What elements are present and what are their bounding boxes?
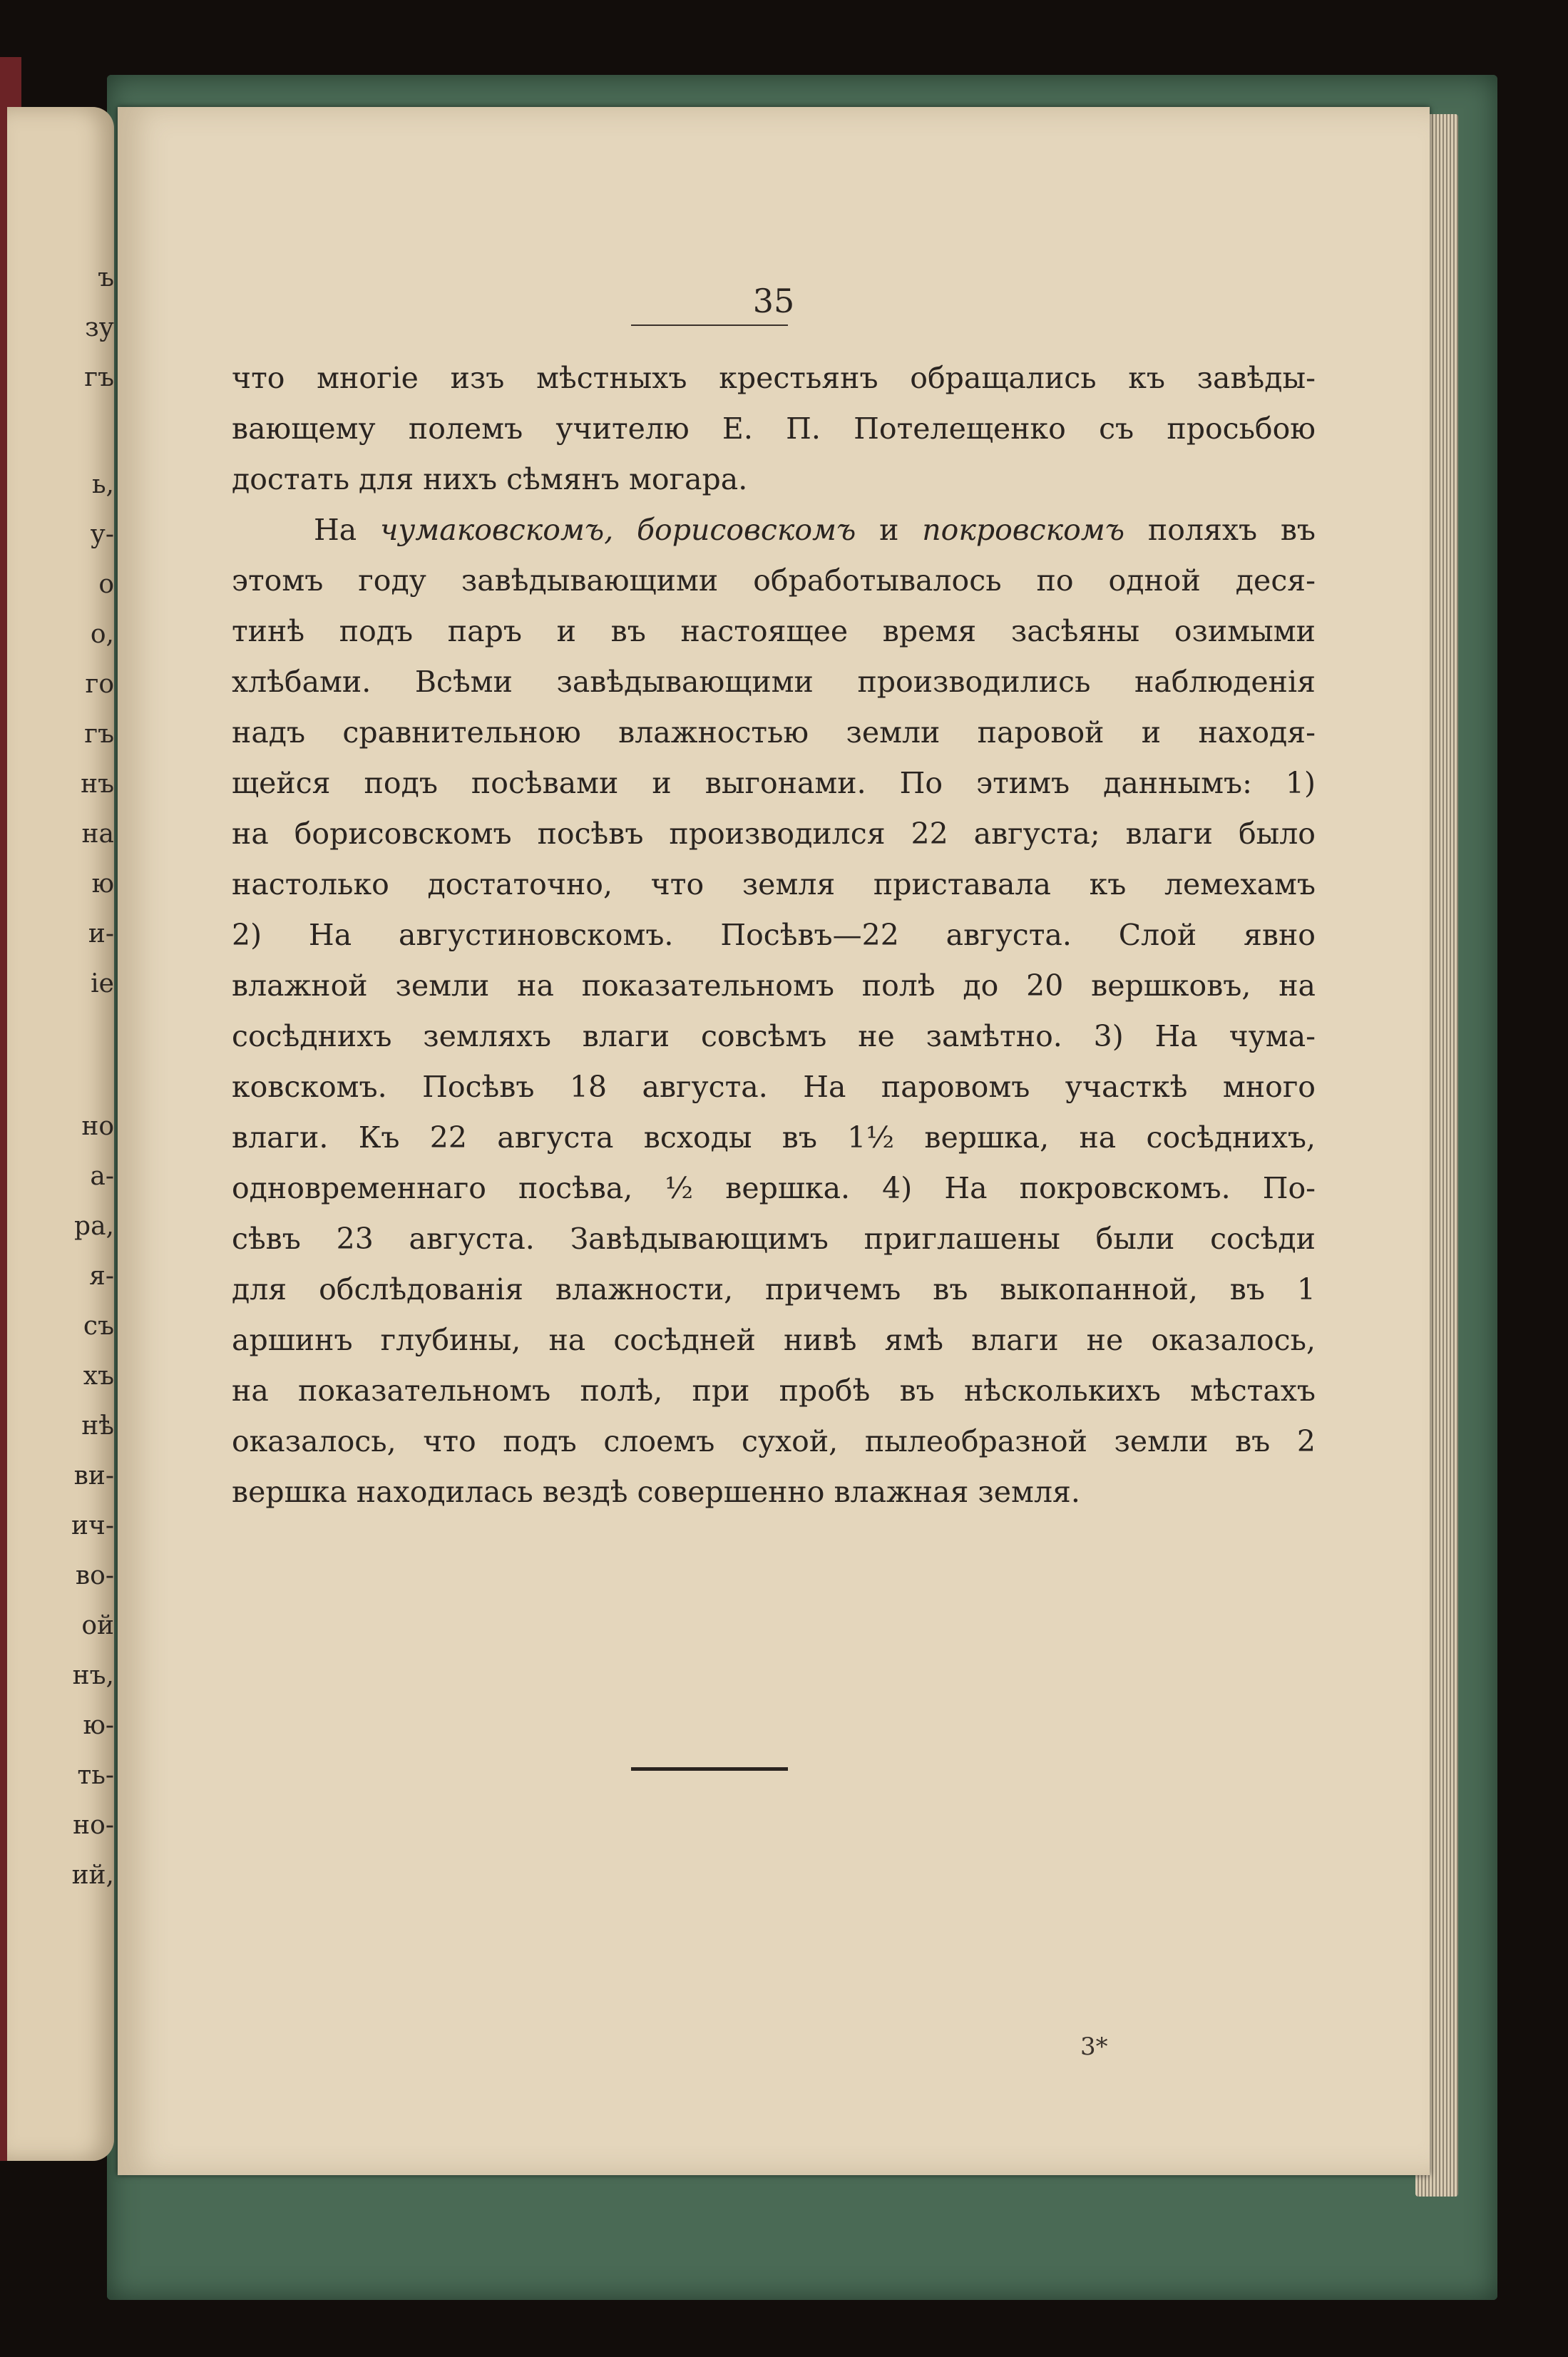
left-page-fragment: и-	[88, 919, 114, 949]
text-line: щейся подъ посѣвами и выгонами. По этимъ даннымъ: 1)	[232, 766, 1316, 800]
left-page-fragment: ра,	[74, 1212, 114, 1241]
left-page-fragment: во-	[75, 1561, 114, 1590]
text-line: ковскомъ. Посѣвъ 18 августа. На паровомъ участкѣ много	[232, 1070, 1316, 1104]
left-page-fragment: но	[81, 1112, 114, 1141]
left-page-fragment: съ	[83, 1312, 114, 1341]
left-page-fragment: гъ	[84, 720, 114, 749]
left-page-fragment: нъ	[81, 770, 114, 799]
left-page-fragment: ь,	[91, 470, 114, 499]
left-page-fragment: я-	[89, 1262, 114, 1291]
page-number: 35	[752, 282, 795, 320]
left-page-fragment: но-	[73, 1811, 114, 1840]
text-line: сѣвъ 23 августа. Завѣдывающимъ приглашены были сосѣди	[232, 1222, 1316, 1256]
left-page-fragment: а-	[90, 1162, 114, 1191]
left-page-fragment: iе	[91, 969, 114, 998]
left-page-fragment: о,	[90, 620, 114, 649]
left-page-fragment: ю	[91, 869, 114, 899]
left-page-fragment: ий,	[71, 1861, 114, 1890]
text-line: аршинъ глубины, на сосѣдней нивѣ ямѣ влаги не оказалось,	[232, 1323, 1316, 1357]
left-page	[7, 107, 114, 2161]
text-line: этомъ году завѣдывающими обработывалось по одной деся-	[232, 563, 1316, 598]
main-page	[118, 107, 1430, 2175]
text-line: хлѣбами. Всѣми завѣдывающими производились наблюденiя	[232, 665, 1316, 699]
text-line: влаги. Къ 22 августа всходы въ 1½ вершка, на сосѣднихъ,	[232, 1120, 1316, 1155]
left-page-fragment: ви-	[73, 1461, 114, 1491]
text-line	[232, 505, 1316, 556]
paragraph-2	[232, 505, 1316, 1518]
left-page-fragment: хъ	[83, 1361, 114, 1391]
text-line: 2) На августиновскомъ. Посѣвъ—22 августа. Слой явно	[232, 918, 1316, 952]
text-line: оказалось, что подъ слоемъ сухой, пылеобразной земли въ 2	[232, 1424, 1316, 1458]
header-rule	[631, 324, 788, 326]
page-body	[232, 353, 1316, 1518]
text-line: для обслѣдованiя влажности, причемъ въ выкопанной, въ 1	[232, 1272, 1316, 1307]
text-run: и	[856, 513, 923, 547]
left-page-fragment: ой	[81, 1611, 114, 1640]
left-page-fragment: нъ,	[72, 1661, 114, 1690]
left-page-fragment: ть-	[77, 1761, 114, 1790]
left-page-fragment: ич-	[71, 1511, 114, 1540]
left-page-fragment: нѣ	[81, 1411, 114, 1441]
text-run: поляхъ въ	[1124, 513, 1316, 547]
left-page-fragment: ъ	[98, 263, 114, 292]
left-page-fragment: зу	[85, 313, 114, 342]
text-line: вершка находилась вездѣ совершенно влажная земля.	[232, 1475, 1080, 1509]
italic-run: чумаковскомъ, борисовскомъ	[380, 513, 856, 547]
left-page-fragment: го	[85, 670, 114, 699]
text-line: что многie изъ мѣстныхъ крестьянъ обращались къ завѣды-	[232, 361, 1316, 395]
text-run: На	[314, 513, 380, 547]
left-page-fragment: о	[98, 570, 114, 599]
text-line: влажной земли на показательномъ полѣ до 20 вершковъ, на	[232, 968, 1316, 1003]
end-rule	[631, 1767, 788, 1771]
text-line: одновременнаго посѣва, ½ вершка. 4) На покровскомъ. По-	[232, 1171, 1316, 1205]
text-line: достать для нихъ сѣмянъ могара.	[232, 462, 748, 496]
text-line: надъ сравнительною влажностью земли паровой и находя-	[232, 715, 1316, 750]
signature-mark: 3*	[1080, 2033, 1108, 2061]
text-line: на борисовскомъ посѣвъ производился 22 августа; влаги было	[232, 817, 1316, 851]
left-page-fragment: гъ	[84, 363, 114, 392]
text-line: настолько достаточно, что земля приставала къ лемехамъ	[232, 867, 1316, 901]
text-line: тинѣ подъ паръ и въ настоящее время засѣяны озимыми	[232, 614, 1316, 648]
left-page-fragment: у-	[90, 520, 114, 549]
paragraph-1	[232, 353, 1316, 505]
left-page-fragment: ю-	[83, 1711, 114, 1740]
italic-run: покровскомъ	[922, 513, 1125, 547]
text-line: вающему полемъ учителю Е. П. Потелещенко съ просьбою	[232, 411, 1316, 446]
text-line: сосѣднихъ земляхъ влаги совсѣмъ не замѣтно. 3) На чума-	[232, 1019, 1316, 1053]
left-page-fragment: на	[81, 819, 114, 849]
text-line: на показательномъ полѣ, при пробѣ въ нѣсколькихъ мѣстахъ	[232, 1374, 1316, 1408]
